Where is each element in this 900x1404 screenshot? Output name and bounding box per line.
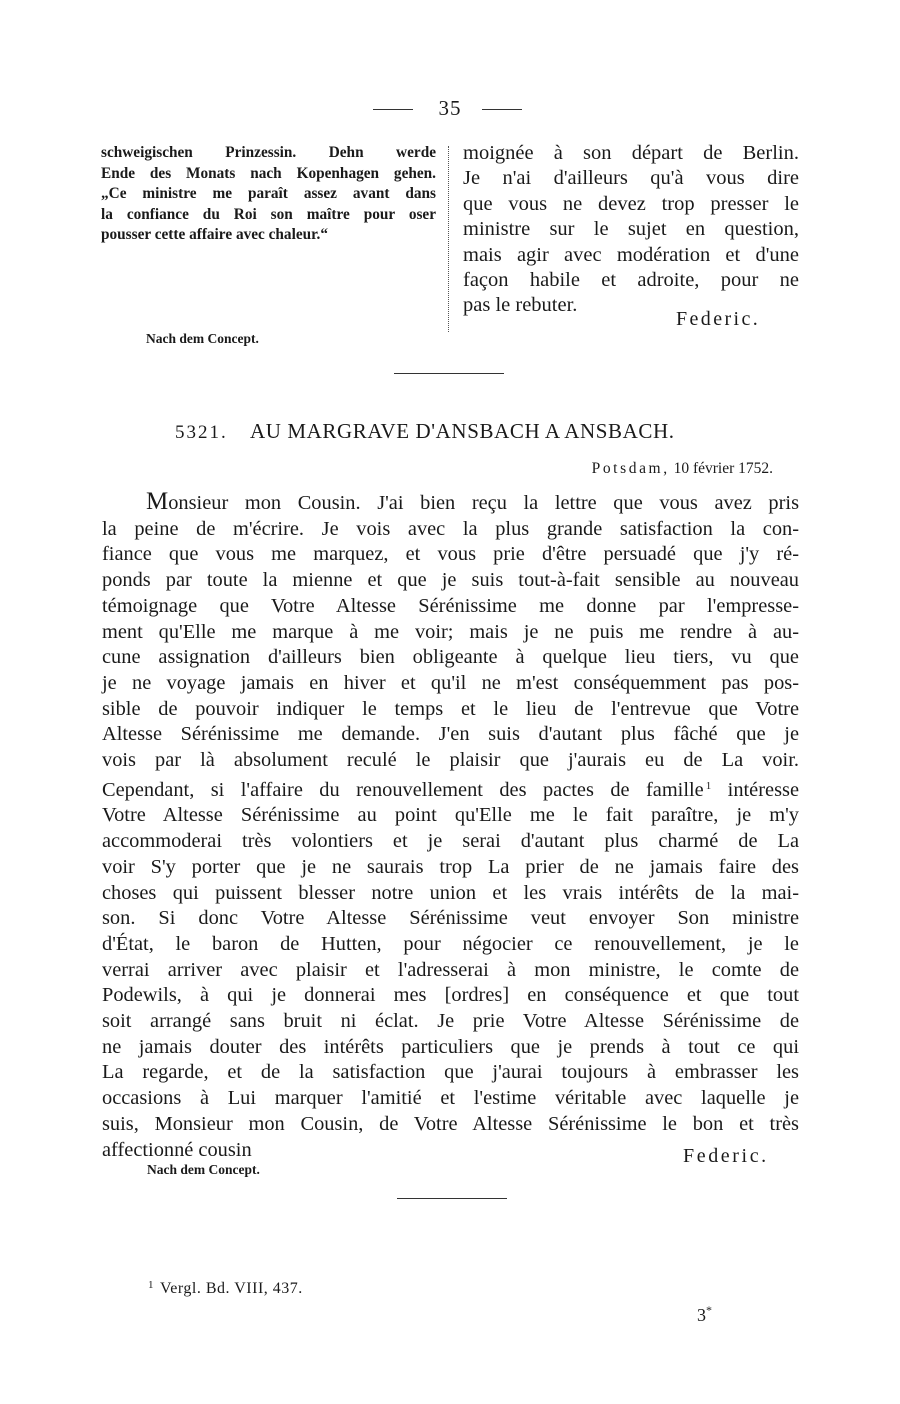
date-value: 10 février 1752. bbox=[673, 460, 773, 477]
footnote-reference[interactable]: 1 bbox=[705, 779, 712, 792]
left-column-line: pousser cette affaire avec chaleur.“ bbox=[101, 226, 328, 244]
letter-dateline bbox=[592, 460, 773, 478]
signature-mark-star: * bbox=[706, 1303, 712, 1317]
right-column-line: pas le rebuter. bbox=[463, 294, 578, 317]
footnote bbox=[148, 1279, 303, 1298]
date-place: Potsdam, bbox=[591, 460, 670, 477]
letter-line: son. Si donc Votre Altesse Sérénissime veut envoyer Son ministre bbox=[102, 907, 799, 930]
letter-line: la peine de m'écrire. Je vois avec la plus grande satisfaction la con- bbox=[102, 517, 799, 540]
letter-line: Altesse Sérénissime me demande. J'en suis d'autant plus fâché que je bbox=[102, 723, 799, 746]
drop-capital: M bbox=[146, 488, 169, 515]
left-column-line: „Ce ministre me paraît assez avant dans bbox=[101, 185, 436, 203]
letter-line: fiance que vous me marquez, et vous prie d'être persuadé que j'y ré- bbox=[102, 543, 799, 566]
letter-line: occasions à Lui marquer l'amitié et l'estime véritable avec laquelle je bbox=[102, 1087, 799, 1110]
right-column-line: moignée à son départ de Berlin. bbox=[463, 142, 799, 164]
letter-line: Votre Altesse Sérénissime au point qu'Elle me le fait paraître, je m'y bbox=[102, 804, 799, 827]
letter-line: vois par là absolument reculé le plaisir que j'aurais eu de La voir. bbox=[102, 749, 799, 772]
letter-line: verrai arriver avec plaisir et l'adresserai à mon ministre, le comte de bbox=[102, 958, 799, 981]
column-divider bbox=[448, 146, 449, 332]
right-column-line: façon habile et adroite, pour ne bbox=[463, 269, 799, 292]
letter-line bbox=[102, 774, 799, 804]
letter-line: accommoderai très volontiers et je serai d'autant plus charmé de La bbox=[102, 830, 799, 853]
left-column-line: Ende des Monats nach Kopenhagen gehen. bbox=[101, 164, 436, 182]
letter-line: sible de pouvoir indiquer le temps et le lieu de l'entrevue que Votre bbox=[102, 697, 799, 720]
letter-line: soit arrangé sans bruit ni éclat. Je prie Votre Altesse Sérénissime de bbox=[102, 1010, 799, 1033]
letter-line: ponds par toute la mienne et que je suis tout-à-fait sensible au nouveau bbox=[102, 569, 799, 592]
signature-letter: Federic. bbox=[683, 1145, 769, 1167]
right-column-letter-end bbox=[463, 141, 799, 319]
letter-line bbox=[102, 489, 799, 517]
letter-line: Podewils, à qui je donnerai mes [ordres] en conséquence et que tout bbox=[102, 984, 799, 1007]
letter-line: je ne voyage jamais en hiver et qu'il ne m'est conséquemment pas pos- bbox=[102, 671, 799, 694]
letter-line-tail: intéresse bbox=[727, 778, 799, 801]
letter-title: AU MARGRAVE D'ANSBACH A ANSBACH. bbox=[250, 419, 675, 443]
letter-line: ment qu'Elle me marque à me voir; mais je ne puis me rendre à au- bbox=[102, 620, 799, 643]
right-column-line: mais agir avec modération et d'une bbox=[463, 243, 799, 266]
footnote-text: Vergl. Bd. VIII, 437. bbox=[160, 1280, 303, 1297]
letter-heading bbox=[175, 419, 675, 444]
letter-number: 5321. bbox=[175, 422, 228, 443]
right-column-line: Je n'ai d'ailleurs qu'à vous dire bbox=[463, 167, 799, 190]
letter-line: voir S'y porter que je ne saurais trop La prier de ne jamais faire des bbox=[102, 855, 799, 878]
letter-line-text: onsieur mon Cousin. J'ai bien reçu la lettre que vous avez pris bbox=[168, 492, 799, 514]
signature-mark-number: 3 bbox=[697, 1305, 706, 1325]
left-column-line: la confiance du Roi son maître pour oser bbox=[101, 205, 436, 223]
letter-line: affectionné cousin bbox=[102, 1138, 252, 1161]
letter-line: témoignage que Votre Altesse Sérénissime me donne par l'empresse- bbox=[102, 594, 799, 617]
source-note-letter: Nach dem Concept. bbox=[147, 1162, 260, 1177]
letter-line: La regarde, et de la satisfaction que j'aurai toujours à embrasser les bbox=[102, 1061, 799, 1084]
right-column-line: que vous ne devez trop presser le bbox=[463, 192, 799, 215]
printer-signature-mark bbox=[697, 1303, 712, 1326]
letter-line: choses qui puissent blesser notre union et les vrais intérêts de la mai- bbox=[102, 881, 799, 904]
left-column-line: schweigischen Prinzessin. Dehn werde bbox=[101, 144, 436, 161]
section-rule-bottom bbox=[397, 1198, 507, 1199]
footnote-mark: 1 bbox=[148, 1279, 154, 1291]
left-column-note bbox=[101, 143, 436, 246]
page-number-dash-right bbox=[482, 109, 522, 110]
page-number: 35 bbox=[438, 96, 462, 120]
source-note-previous: Nach dem Concept. bbox=[146, 331, 259, 346]
signature-previous-letter: Federic. bbox=[676, 308, 761, 330]
section-rule-top bbox=[394, 373, 504, 374]
letter-line: d'État, le baron de Hutten, pour négocier ce renouvellement, je le bbox=[102, 932, 799, 955]
letter-line: cune assignation d'ailleurs bien obligeante à quelque lieu tiers, vu que bbox=[102, 646, 799, 669]
right-column-line: ministre sur le sujet en question, bbox=[463, 218, 799, 241]
letter-line-text: Cependant, si l'affaire du renouvellement des pactes de famille bbox=[102, 778, 704, 801]
letter-line: ne jamais douter des intérêts particuliers que je prends à tout ce qui bbox=[102, 1035, 799, 1058]
letter-line: suis, Monsieur mon Cousin, de Votre Altesse Sérénissime le bon et très bbox=[102, 1112, 799, 1135]
letter-body bbox=[102, 489, 799, 1163]
